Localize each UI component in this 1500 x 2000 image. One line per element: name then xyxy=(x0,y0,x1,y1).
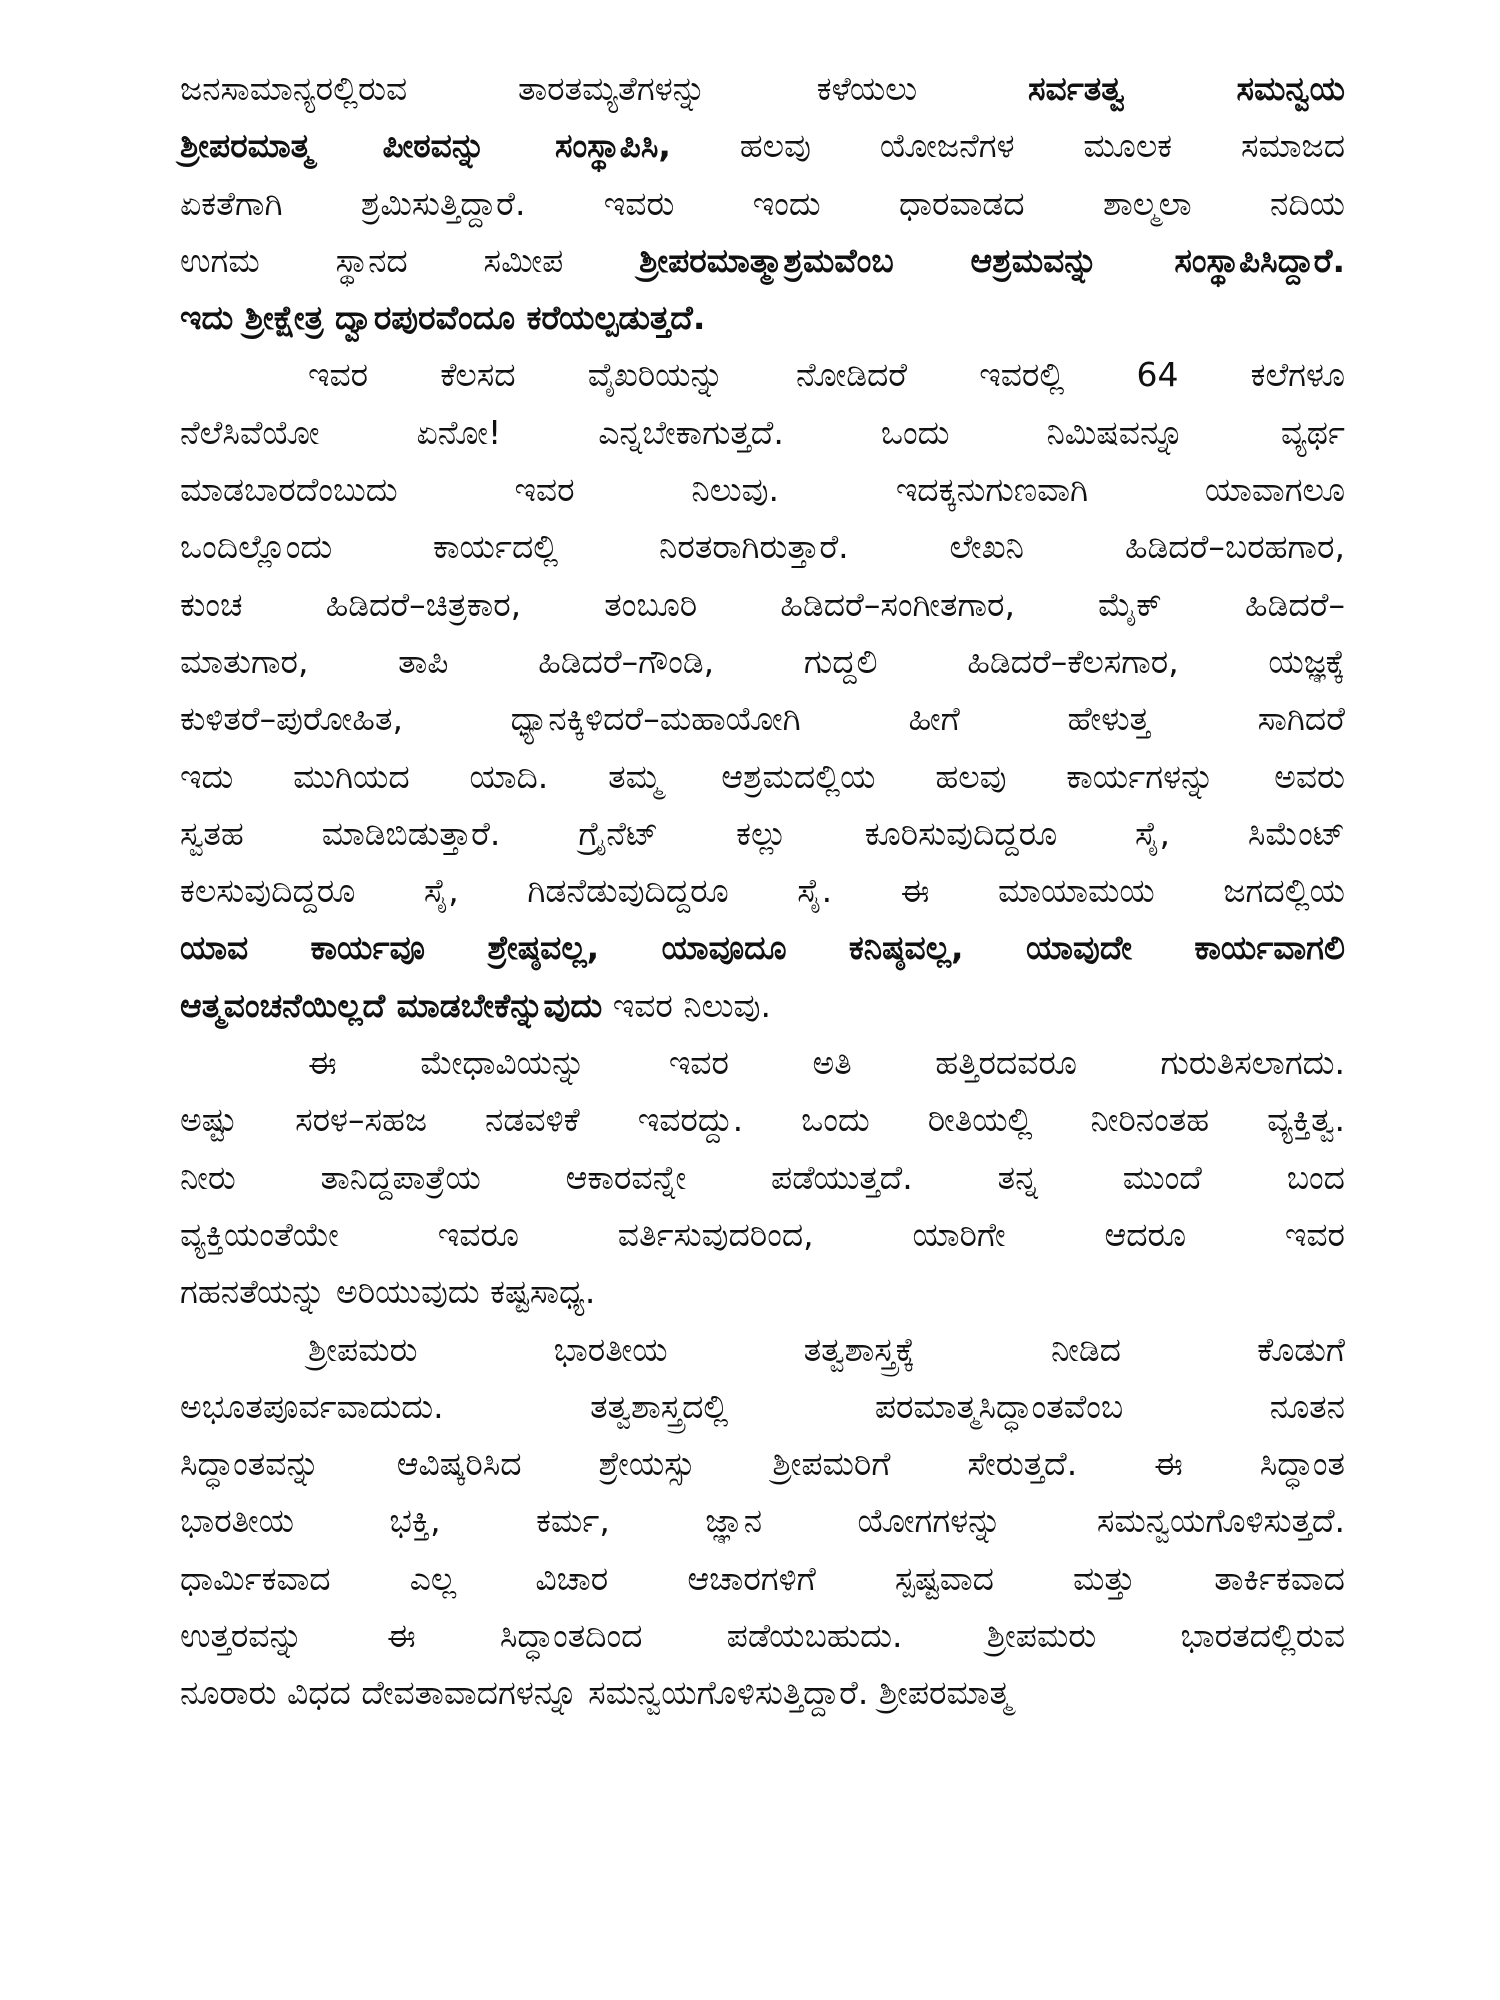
text-run: ನೀರು ತಾನಿದ್ದಪಾತ್ರೆಯ ಆಕಾರವನ್ನೇ ಪಡೆಯುತ್ತದೆ. ತನ್ನ ಮುಂದೆ ಬಂದ xyxy=(180,1157,1345,1197)
text-run: ಕುಂಚ ಹಿಡಿದರೆ–ಚಿತ್ರಕಾರ, ತಂಬೂರಿ ಹಿಡಿದರೆ–ಸಂಗೀತಗಾರ, ಮೈಕ್ ಹಿಡಿದರೆ– xyxy=(180,584,1345,624)
text-run: ಶ್ರೀಪಮರು ಭಾರತೀಯ ತತ್ವಶಾಸ್ತ್ರಕ್ಕೆ ನೀಡಿದ ಕೊಡುಗೆ xyxy=(308,1329,1345,1369)
text-line xyxy=(180,346,1345,403)
text-run: ಉತ್ತರವನ್ನು ಈ ಸಿದ್ಧಾಂತದಿಂದ ಪಡೆಯಬಹುದು. ಶ್ರೀಪಮರು ಭಾರತದಲ್ಲಿರುವ xyxy=(180,1616,1345,1656)
text-line xyxy=(180,175,1345,232)
bold-text-run: ಶ್ರೀಪರಮಾತ್ಮ ಪೀಠವನ್ನು ಸಂಸ್ಥಾಪಿಸಿ, xyxy=(180,126,671,166)
text-line xyxy=(180,1550,1345,1607)
bold-text-run: ಯಾವ ಕಾರ್ಯವೂ ಶ್ರೇಷ್ಠವಲ್ಲ, ಯಾವೂದೂ ಕನಿಷ್ಠವಲ್ಲ, ಯಾವುದೇ ಕಾರ್ಯವಾಗಲಿ xyxy=(180,928,1345,968)
paragraph xyxy=(180,60,1345,346)
text-run: ಮಾಡಬಾರದೆಂಬುದು ಇವರ ನಿಲುವು. ಇದಕ್ಕನುಗುಣವಾಗಿ ಯಾವಾಗಲೂ xyxy=(180,470,1345,510)
text-line xyxy=(180,1607,1345,1664)
text-run: ಜನಸಾಮಾನ್ಯರಲ್ಲಿರುವ ತಾರತಮ್ಯತೆಗಳನ್ನು ಕಳೆಯಲು xyxy=(180,69,1028,108)
text-line xyxy=(180,1378,1345,1435)
text-line xyxy=(180,748,1345,805)
bold-text-run: ಇದು ಶ್ರೀಕ್ಷೇತ್ರ ದ್ವಾರಪುರವೆಂದೂ ಕರೆಯಲ್ಪಡುತ್ತದೆ. xyxy=(180,298,706,338)
text-run: ಕಲಸುವುದಿದ್ದರೂ ಸೈ, ಗಿಡನೆಡುವುದಿದ್ದರೂ ಸೈ. ಈ ಮಾಯಾಮಯ ಜಗದಲ್ಲಿಯ xyxy=(180,871,1345,911)
text-line xyxy=(180,461,1345,518)
paragraph xyxy=(180,1321,1345,1722)
text-line xyxy=(180,690,1345,747)
text-run: ಈ ಮೇಧಾವಿಯನ್ನು ಇವರ ಅತಿ ಹತ್ತಿರದವರೂ ಗುರುತಿಸಲಾಗದು. xyxy=(308,1043,1345,1083)
text-line xyxy=(180,1149,1345,1206)
text-line xyxy=(180,1435,1345,1492)
bold-text-run: ಸರ್ವತತ್ವ ಸಮನ್ವಯ xyxy=(1027,69,1345,108)
text-run: ನೆಲೆಸಿವೆಯೋ ಏನೋ! ಎನ್ನಬೇಕಾಗುತ್ತದೆ. ಒಂದು ನಿಮಿಷವನ್ನೂ ವ್ಯರ್ಥ xyxy=(180,412,1345,452)
text-line xyxy=(180,232,1345,289)
text-line xyxy=(180,289,1345,346)
text-run: ಉಗಮ ಸ್ಥಾನದ ಸಮೀಪ xyxy=(180,240,640,280)
text-line xyxy=(180,862,1345,919)
bold-text-run: ಆತ್ಮವಂಚನೆಯಿಲ್ಲದೆ ಮಾಡಬೇಕೆನ್ನುವುದು xyxy=(180,985,603,1025)
bold-text-run: ಶ್ರೀಪರಮಾತ್ಮಾಶ್ರಮವೆಂಬ ಆಶ್ರಮವನ್ನು ಸಂಸ್ಥಾಪಿಸಿದ್ದಾರೆ. xyxy=(639,240,1345,280)
text-run: ಕುಳಿತರೆ–ಪುರೋಹಿತ, ಧ್ಯಾನಕ್ಕಿಳಿದರೆ–ಮಹಾಯೋಗಿ ಹೀಗೆ ಹೇಳುತ್ತ ಸಾಗಿದರೆ xyxy=(180,699,1345,739)
text-run: ನೂರಾರು ವಿಧದ ದೇವತಾವಾದಗಳನ್ನೂ ಸಮನ್ವಯಗೊಳಿಸುತ್ತಿದ್ದಾರೆ. ಶ್ರೀಪರಮಾತ್ಮ xyxy=(180,1673,1012,1713)
text-run: ಅಭೂತಪೂರ್ವವಾದುದು. ತತ್ವಶಾಸ್ತ್ರದಲ್ಲಿ ಪರಮಾತ್ಮಸಿದ್ಧಾಂತವೆಂಬ ನೂತನ xyxy=(180,1386,1345,1426)
text-run: ಗಹನತೆಯನ್ನು ಅರಿಯುವುದು ಕಷ್ಟಸಾಧ್ಯ. xyxy=(180,1272,596,1312)
text-line xyxy=(180,1091,1345,1148)
paragraph xyxy=(180,346,1345,1034)
text-line xyxy=(180,1034,1345,1091)
text-run: ಸಿದ್ಧಾಂತವನ್ನು ಆವಿಷ್ಕರಿಸಿದ ಶ್ರೇಯಸ್ಸು ಶ್ರೀಪಮರಿಗೆ ಸೇರುತ್ತದೆ. ಈ ಸಿದ್ಧಾಂತ xyxy=(180,1444,1345,1484)
text-line xyxy=(180,919,1345,976)
text-run: ಇದು ಮುಗಿಯದ ಯಾದಿ. ತಮ್ಮ ಆಶ್ರಮದಲ್ಲಿಯ ಹಲವು ಕಾರ್ಯಗಳನ್ನು ಅವರು xyxy=(180,756,1346,796)
text-line xyxy=(180,1492,1345,1549)
text-line xyxy=(180,404,1345,461)
text-run: ಇವರ ನಿಲುವು. xyxy=(602,985,771,1025)
text-line xyxy=(180,117,1345,174)
text-line xyxy=(180,805,1345,862)
text-line xyxy=(180,1206,1345,1263)
text-run: ಇವರ ಕೆಲಸದ ವೈಖರಿಯನ್ನು ನೋಡಿದರೆ ಇವರಲ್ಲಿ 64 ಕಲೆಗಳೂ xyxy=(308,355,1345,395)
text-run: ಒಂದಿಲ್ಲೊಂದು ಕಾರ್ಯದಲ್ಲಿ ನಿರತರಾಗಿರುತ್ತಾರೆ. ಲೇಖನಿ ಹಿಡಿದರೆ–ಬರಹಗಾರ, xyxy=(180,527,1345,567)
document-page xyxy=(180,60,1345,1722)
text-line xyxy=(180,518,1345,575)
text-run: ಮಾತುಗಾರ, ತಾಪಿ ಹಿಡಿದರೆ–ಗೌಂಡಿ, ಗುದ್ದಲಿ ಹಿಡಿದರೆ–ಕೆಲಸಗಾರ, ಯಜ್ಞಕ್ಕೆ xyxy=(180,641,1345,681)
text-line xyxy=(180,60,1345,117)
text-line xyxy=(180,1263,1345,1320)
text-run: ಏಕತೆಗಾಗಿ ಶ್ರಮಿಸುತ್ತಿದ್ದಾರೆ. ಇವರು ಇಂದು ಧಾರವಾಡದ ಶಾಲ್ಮಲಾ ನದಿಯ xyxy=(180,183,1345,223)
text-run: ಧಾರ್ಮಿಕವಾದ ಎಲ್ಲ ವಿಚಾರ ಆಚಾರಗಳಿಗೆ ಸ್ಪಷ್ಟವಾದ ಮತ್ತು ತಾರ್ಕಿಕವಾದ xyxy=(180,1558,1345,1598)
text-run: ಅಷ್ಟು ಸರಳ–ಸಹಜ ನಡವಳಿಕೆ ಇವರದ್ದು. ಒಂದು ರೀತಿಯಲ್ಲಿ ನೀರಿನಂತಹ ವ್ಯಕ್ತಿತ್ವ. xyxy=(180,1100,1345,1140)
text-run: ಸ್ವತಹ ಮಾಡಿಬಿಡುತ್ತಾರೆ. ಗ್ರೈನೆಟ್ ಕಲ್ಲು ಕೂರಿಸುವುದಿದ್ದರೂ ಸೈ, ಸಿಮೆಂಟ್ xyxy=(180,813,1345,853)
text-line xyxy=(180,977,1345,1034)
text-run: ಹಲವು ಯೋಜನೆಗಳ ಮೂಲಕ ಸಮಾಜದ xyxy=(670,126,1346,166)
text-run: ವ್ಯಕ್ತಿಯಂತೆಯೇ ಇವರೂ ವರ್ತಿಸುವುದರಿಂದ, ಯಾರಿಗೇ ಆದರೂ ಇವರ xyxy=(180,1214,1345,1254)
text-line xyxy=(180,1321,1345,1378)
text-line xyxy=(180,633,1345,690)
paragraph xyxy=(180,1034,1345,1320)
text-run: ಭಾರತೀಯ ಭಕ್ತಿ, ಕರ್ಮ, ಜ್ಞಾನ ಯೋಗಗಳನ್ನು ಸಮನ್ವಯಗೊಳಿಸುತ್ತದೆ. xyxy=(180,1501,1345,1541)
text-line xyxy=(180,576,1345,633)
text-line xyxy=(180,1664,1345,1721)
